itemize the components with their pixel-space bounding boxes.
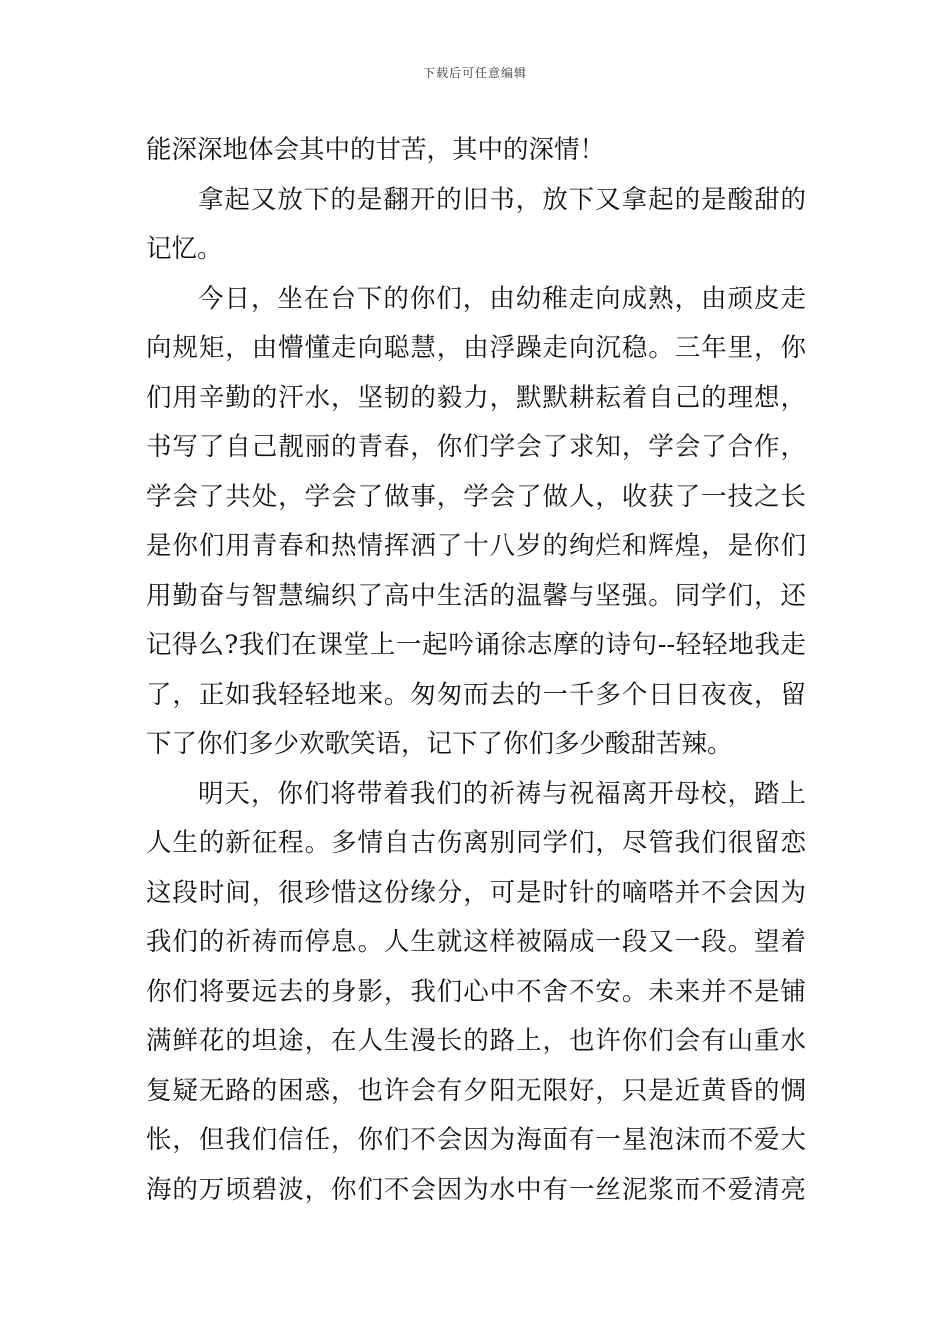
- text-line: 明天，你们将带着我们的祈祷与祝福离开母校，踏上: [198, 778, 806, 809]
- text-line: 怅，但我们信任，你们不会因为海面有一星泡沫而不爱大: [146, 1125, 806, 1155]
- text-line: 能深深地体会其中的甘苦，其中的深情！: [146, 135, 606, 165]
- text-line: 拿起又放下的是翻开的旧书，放下又拿起的是酸甜的: [198, 184, 806, 215]
- text-line: 记得么?我们在课堂上一起吟诵徐志摩的诗句--轻轻地我走: [146, 630, 806, 660]
- text-line: 向规矩，由懵懂走向聪慧，由浮躁走向沉稳。三年里，你: [146, 333, 806, 363]
- text-line: 人生的新征程。多情自古伤离别同学们，尽管我们很留恋: [146, 828, 806, 858]
- text-line: 我们的祈祷而停息。人生就这样被隔成一段又一段。望着: [146, 927, 806, 957]
- text-line: 书写了自己靓丽的青春，你们学会了求知，学会了合作，: [146, 432, 806, 462]
- text-line: 们用辛勤的汗水，坚韧的毅力，默默耕耘着自己的理想，: [146, 382, 806, 413]
- text-line: 满鲜花的坦途，在人生漫长的路上，也许你们会有山重水: [146, 1026, 806, 1056]
- text-line: 复疑无路的困惑，也许会有夕阳无限好，只是近黄昏的惆: [146, 1075, 806, 1106]
- document-body: [146, 126, 806, 1215]
- text-line: 是你们用青春和热情挥洒了十八岁的绚烂和辉煌，是你们: [146, 531, 806, 561]
- text-line: 学会了共处，学会了做事，学会了做人，收获了一技之长: [146, 481, 806, 512]
- text-line: 下了你们多少欢歌笑语，记下了你们多少酸甜苦辣。: [146, 729, 733, 759]
- text-line: 记忆。: [146, 234, 223, 264]
- page-header: 下载后可任意编辑: [422, 66, 527, 80]
- text-line: 用勤奋与智慧编织了高中生活的温馨与坚强。同学们，还: [146, 580, 806, 611]
- text-line: 海的万顷碧波，你们不会因为水中有一丝泥浆而不爱清亮: [146, 1174, 806, 1205]
- text-line: 了，正如我轻轻地来。匆匆而去的一千多个日日夜夜，留: [146, 679, 806, 710]
- text-line: 这段时间，很珍惜这份缘分，可是时针的嘀嗒并不会因为: [146, 877, 806, 908]
- text-line: 今日，坐在台下的你们，由幼稚走向成熟，由顽皮走: [198, 283, 806, 314]
- text-line: 你们将要远去的身影，我们心中不舍不安。未来并不是铺: [146, 976, 806, 1007]
